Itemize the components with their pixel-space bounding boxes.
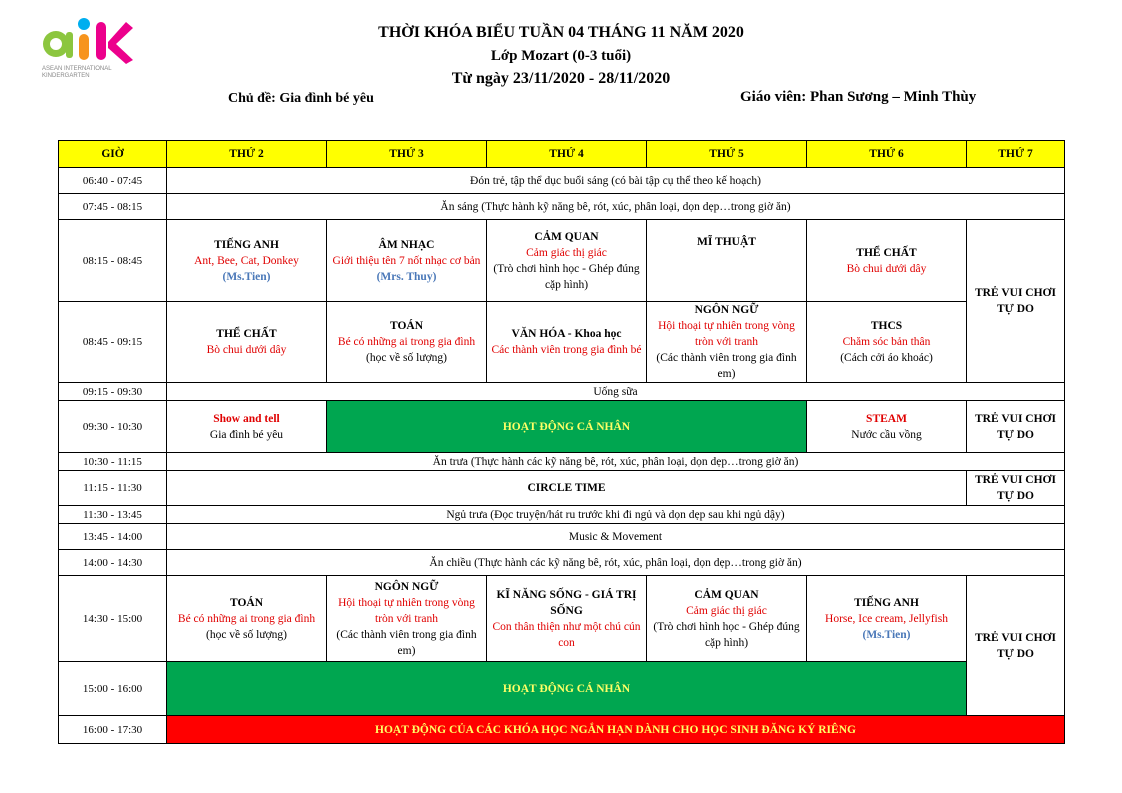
table-row [59, 383, 1065, 401]
activity-title: NGÔN NGỮ [694, 304, 759, 316]
time-cell: 11:15 - 11:30 [59, 471, 167, 506]
time-cell: 11:30 - 13:45 [59, 506, 167, 524]
time-cell: 13:45 - 14:00 [59, 524, 167, 550]
activity-note: (Các thành viên trong gia đình em) [656, 352, 797, 380]
table-row [59, 662, 1065, 716]
col-header-time: GIỜ [59, 141, 167, 168]
activity-cell [647, 220, 807, 302]
col-header-mon: THỨ 2 [167, 141, 327, 168]
class-name: Lớp Mozart (0-3 tuổi) [490, 48, 632, 64]
activity-cell: Đón trẻ, tập thể dục buổi sáng (có bài tập cụ thể theo kế hoạch) [167, 168, 1065, 194]
activity-cell: Ăn sáng (Thực hành kỹ năng bê, rót, xúc, phân loại, dọn dẹp…trong giờ ăn) [167, 194, 1065, 220]
activity-note: (Trò chơi hình học - Ghép đúng cặp hình) [653, 620, 800, 649]
activity-cell [487, 302, 647, 383]
activity-desc: Horse, Ice cream, Jellyfish [825, 612, 948, 625]
logo-text-line1: ASEAN INTERNATIONAL [42, 66, 112, 72]
activity-note: (học về số lượng) [206, 628, 287, 641]
short-course-cell: HOẠT ĐỘNG CỦA CÁC KHÓA HỌC NGẮN HẠN DÀNH CHO HỌC SINH ĐĂNG KÝ RIÊNG [167, 716, 1065, 744]
activity-teacher: (Mrs. Thuy) [376, 270, 437, 283]
time-cell: 08:15 - 08:45 [59, 220, 167, 302]
circle-time-cell: CIRCLE TIME [167, 471, 967, 506]
time-cell: 09:15 - 09:30 [59, 383, 167, 401]
table-row [59, 576, 1065, 662]
activity-desc: Bò chui dưới dây [846, 262, 927, 275]
activity-cell [327, 220, 487, 302]
activity-cell [167, 220, 327, 302]
table-row [59, 550, 1065, 576]
individual-activity-cell: HOẠT ĐỘNG CÁ NHÂN [167, 662, 967, 716]
activity-title: Show and tell [213, 412, 280, 425]
free-play-cell: TRẺ VUI CHƠI TỰ DO [967, 220, 1065, 383]
time-cell: 14:00 - 14:30 [59, 550, 167, 576]
free-play-cell: TRẺ VUI CHƠI TỰ DO [967, 471, 1065, 506]
col-header-fri: THỨ 6 [807, 141, 967, 168]
col-header-tue: THỨ 3 [327, 141, 487, 168]
time-cell: 10:30 - 11:15 [59, 453, 167, 471]
activity-cell [167, 302, 327, 383]
activity-title: CẢM QUAN [534, 230, 599, 243]
teacher-label: Giáo viên: Phan Sương – Minh Thùy [740, 89, 977, 105]
activity-cell [807, 302, 967, 383]
col-header-wed: THỨ 4 [487, 141, 647, 168]
timetable [58, 140, 1065, 744]
activity-cell [327, 576, 487, 662]
activity-title: VĂN HÓA - Khoa học [511, 328, 622, 340]
activity-note: (học về số lượng) [366, 352, 447, 364]
activity-teacher: (Ms.Tien) [862, 628, 911, 641]
activity-desc: Cảm giác thị giác [526, 246, 607, 259]
free-play-cell: TRẺ VUI CHƠI TỰ DO [967, 401, 1065, 453]
activity-note: (Trò chơi hình học - Ghép đúng cặp hình) [493, 262, 640, 291]
activity-desc: Các thành viên trong gia đình bé [491, 344, 642, 356]
activity-note: (Các thành viên trong gia đình em) [336, 628, 477, 657]
activity-desc: Bé có những ai trong gia đình [177, 612, 316, 625]
free-play-cell: TRẺ VUI CHƠI TỰ DO [967, 576, 1065, 716]
activity-desc: Gia đình bé yêu [209, 428, 284, 441]
time-cell: 08:45 - 09:15 [59, 302, 167, 383]
time-cell: 16:00 - 17:30 [59, 716, 167, 744]
time-cell: 15:00 - 16:00 [59, 662, 167, 716]
theme-label: Chủ đề: Gia đình bé yêu [228, 91, 374, 106]
table-row [59, 471, 1065, 506]
activity-title: TOÁN [389, 320, 424, 332]
activity-title: TIẾNG ANH [214, 238, 279, 251]
activity-desc: Ant, Bee, Cat, Donkey [194, 254, 299, 267]
activity-cell [647, 576, 807, 662]
table-row [59, 168, 1065, 194]
activity-cell [167, 576, 327, 662]
activity-cell [807, 220, 967, 302]
activity-title: NGÔN NGỮ [374, 580, 439, 593]
activity-note: (Cách cởi áo khoác) [840, 352, 933, 364]
activity-title: KĨ NĂNG SỐNG - GIÁ TRỊ SỐNG [496, 588, 637, 617]
activity-title: THỂ CHẤT [856, 246, 917, 259]
activity-cell [807, 576, 967, 662]
header-row [59, 141, 1065, 168]
time-cell: 09:30 - 10:30 [59, 401, 167, 453]
activity-cell [487, 220, 647, 302]
activity-desc: Chăm sóc bản thân [842, 336, 931, 348]
activity-title: CẢM QUAN [694, 588, 759, 601]
activity-desc: Hội thoại tự nhiên trong vòng tròn với tranh [658, 320, 795, 348]
activity-cell: Ngủ trưa (Đọc truyện/hát ru trước khi đi ngủ và dọn dẹp sau khi ngủ dậy) [167, 506, 1065, 524]
activity-desc: Bé có những ai trong gia đình [337, 336, 476, 348]
activity-desc: Nước cầu vồng [851, 428, 922, 441]
activity-cell [167, 401, 327, 453]
time-cell: 06:40 - 07:45 [59, 168, 167, 194]
table-row [59, 506, 1065, 524]
table-row [59, 524, 1065, 550]
table-row [59, 401, 1065, 453]
table-row [59, 302, 1065, 383]
activity-title: STEAM [866, 412, 907, 425]
activity-title: TOÁN [229, 596, 264, 609]
activity-desc: Hội thoại tự nhiên trong vòng tròn với tranh [338, 596, 475, 625]
activity-cell: Uống sữa [167, 383, 1065, 401]
activity-title: TIẾNG ANH [854, 596, 919, 609]
activity-cell: Ăn chiều (Thực hành các kỹ năng bê, rót, xúc, phân loại, dọn dẹp…trong giờ ăn) [167, 550, 1065, 576]
activity-cell [647, 302, 807, 383]
activity-cell [327, 302, 487, 383]
activity-desc: Cảm giác thị giác [686, 604, 767, 617]
table-row [59, 220, 1065, 302]
activity-cell: Music & Movement [167, 524, 1065, 550]
activity-cell: Ăn trưa (Thực hành các kỹ năng bê, rót, xúc, phân loại, dọn dẹp…trong giờ ăn) [167, 453, 1065, 471]
activity-desc: Con thân thiện như một chú cún con [492, 620, 641, 649]
activity-desc: Bò chui dưới dây [206, 344, 287, 356]
table-row [59, 194, 1065, 220]
col-header-sat: THỨ 7 [967, 141, 1065, 168]
table-row [59, 716, 1065, 744]
logo-text-line2: KINDERGARTEN [42, 73, 90, 79]
activity-title: MĨ THUẬT [697, 236, 756, 248]
activity-teacher: (Ms.Tien) [222, 270, 271, 283]
activity-desc: Giới thiệu tên 7 nốt nhạc cơ bản [332, 254, 481, 267]
col-header-thu: THỨ 5 [647, 141, 807, 168]
schedule-title: THỜI KHÓA BIỂU TUẦN 04 THÁNG 11 NĂM 2020 [378, 24, 744, 41]
activity-title: THỂ CHẤT [216, 328, 277, 340]
activity-cell [487, 576, 647, 662]
time-cell: 14:30 - 15:00 [59, 576, 167, 662]
activity-title: ÂM NHẠC [378, 238, 435, 251]
time-cell: 07:45 - 08:15 [59, 194, 167, 220]
activity-title: THCS [870, 320, 903, 332]
table-row [59, 453, 1065, 471]
individual-activity-cell: HOẠT ĐỘNG CÁ NHÂN [327, 401, 807, 453]
activity-cell [807, 401, 967, 453]
date-range: Từ ngày 23/11/2020 - 28/11/2020 [451, 70, 671, 87]
